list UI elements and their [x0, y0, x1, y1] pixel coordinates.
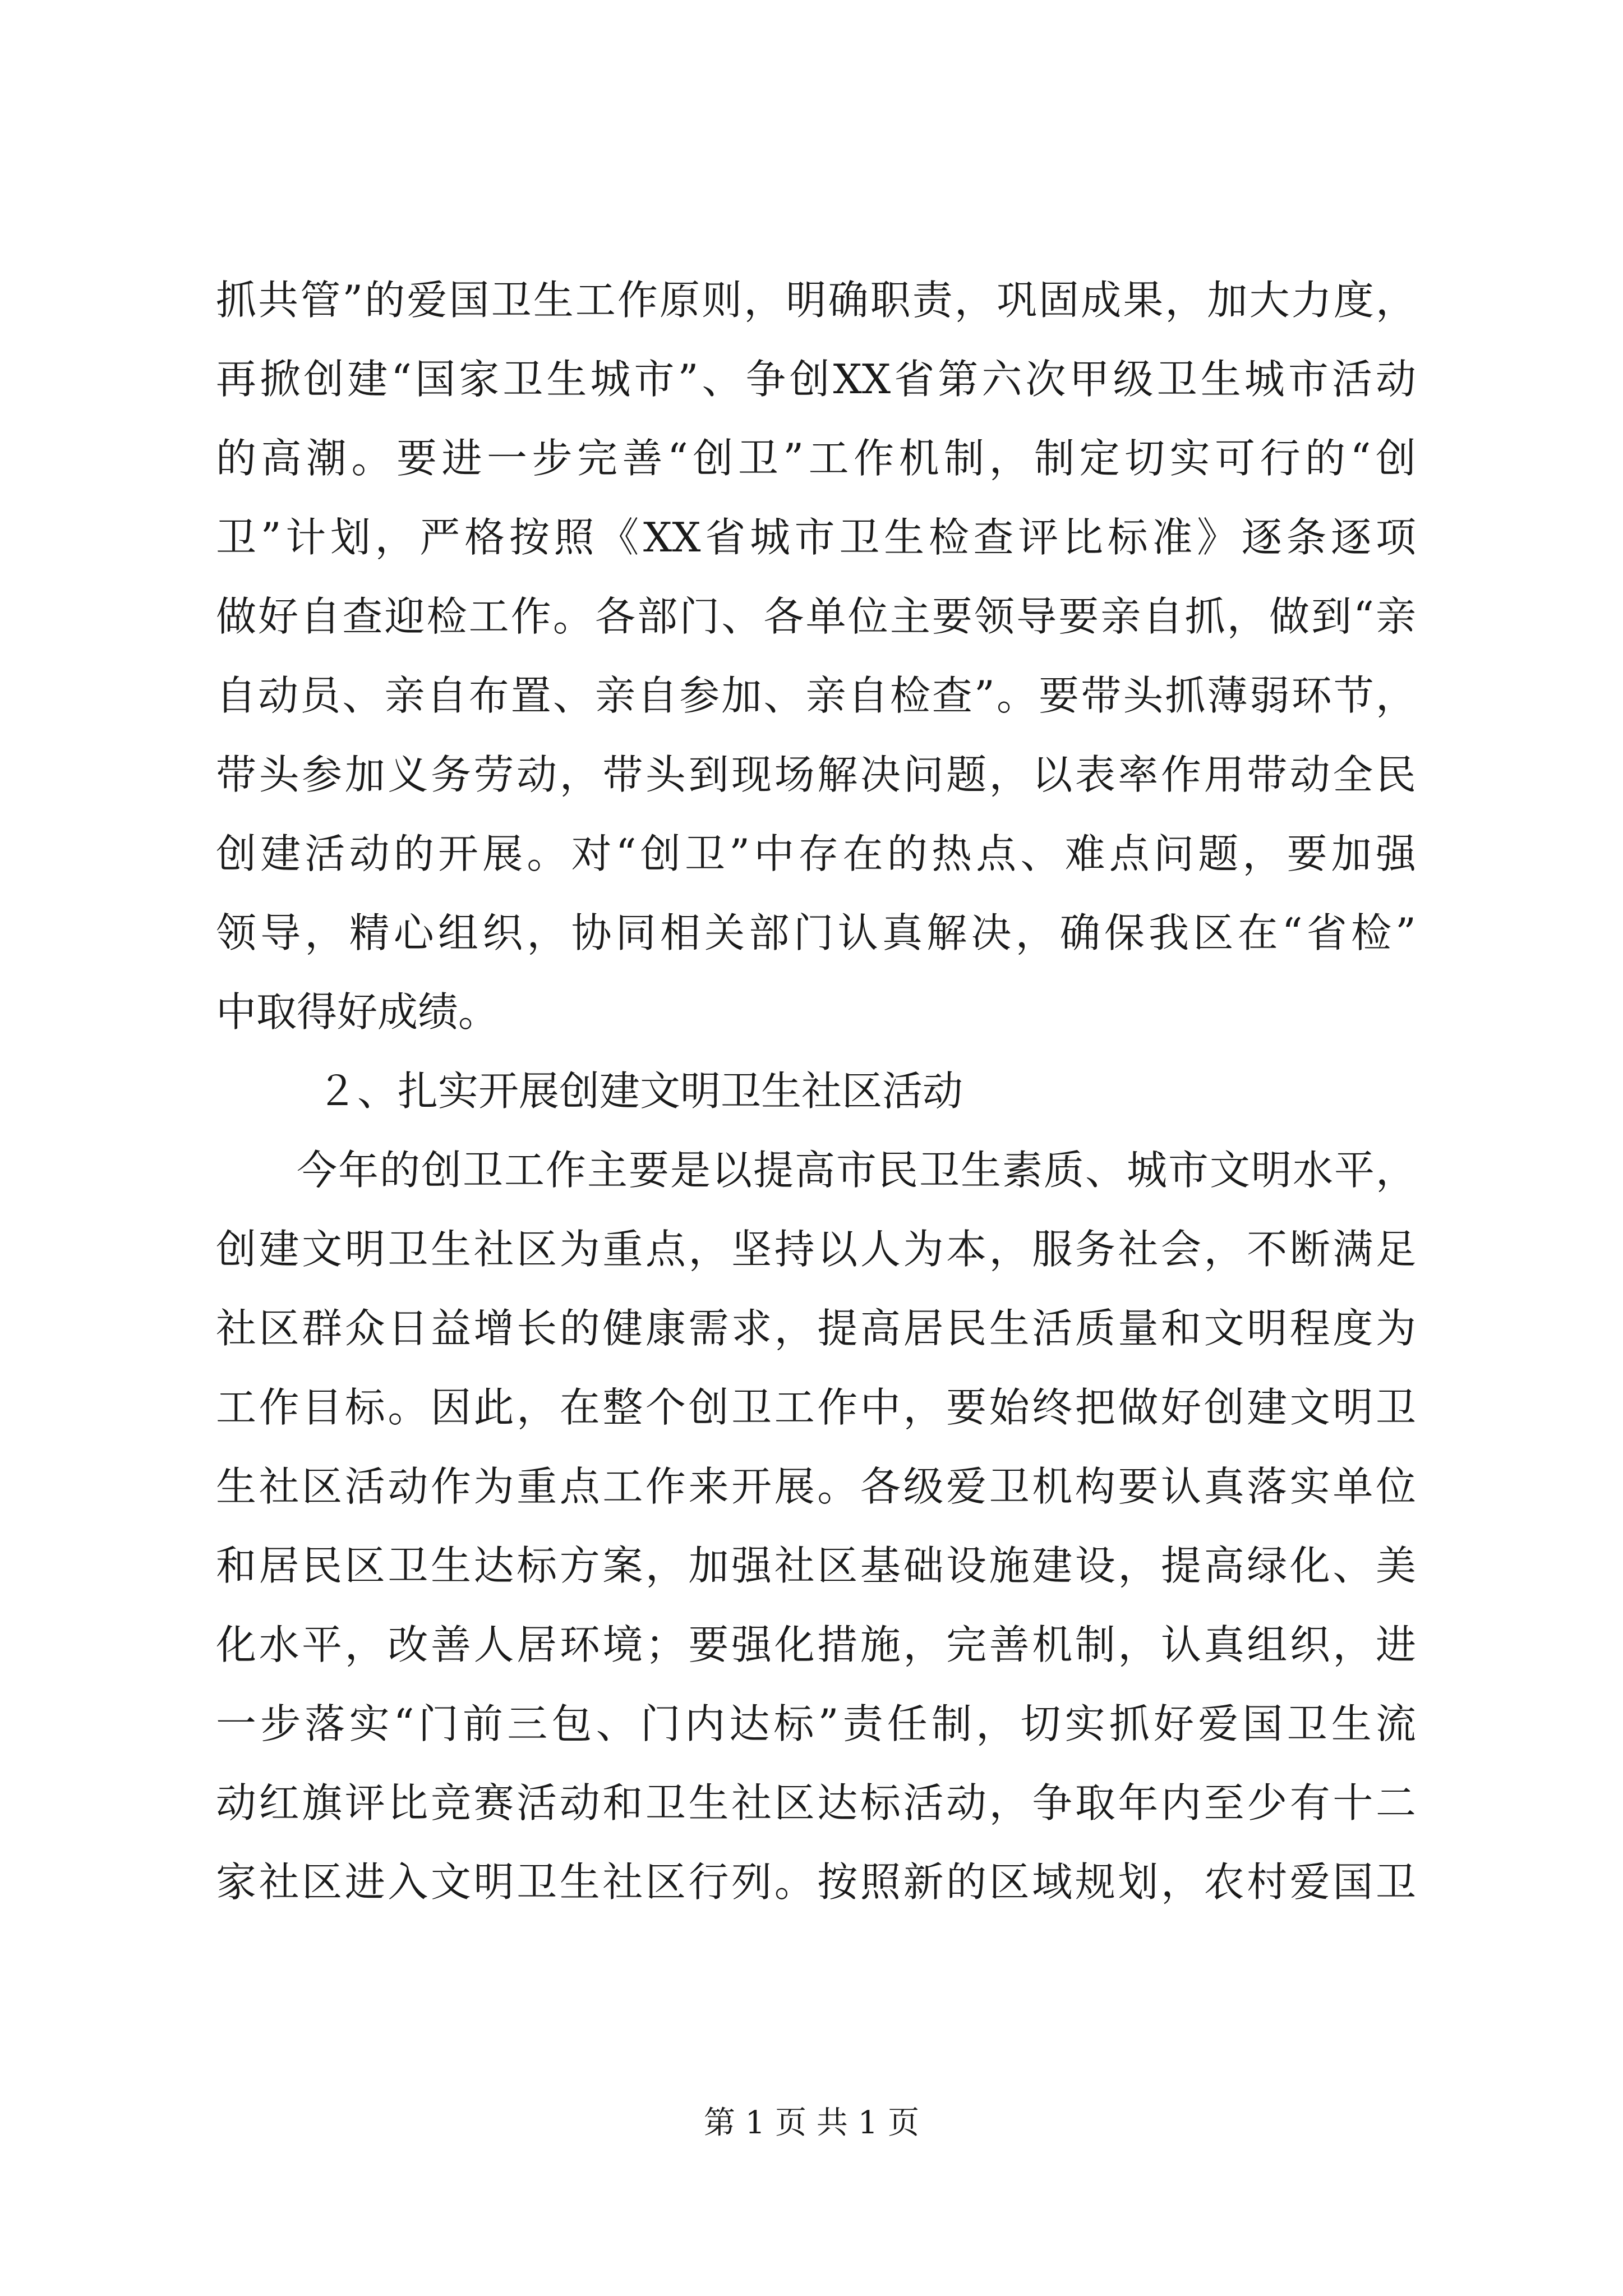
paragraph-line: 卫”计划，严格按照《XX省城市卫生检查评比标准》逐条逐项 [216, 514, 1416, 561]
paragraph-line: 自动员、亲自布置、亲自参加、亲自检查”。要带头抓薄弱环节， [216, 672, 1416, 719]
paragraph-line: 和居民区卫生达标方案，加强社区基础设施建设，提高绿化、美 [216, 1542, 1416, 1589]
paragraph-line: 再掀创建“国家卫生城市”、争创XX省第六次甲级卫生城市活动 [216, 356, 1416, 403]
section-heading: ２、扎实开展创建文明卫生社区活动 [317, 1068, 963, 1115]
paragraph-line: 今年的创卫工作主要是以提高市民卫生素质、城市文明水平， [297, 1147, 1416, 1194]
paragraph-line: 动红旗评比竞赛活动和卫生社区达标活动，争取年内至少有十二 [216, 1779, 1416, 1826]
paragraph-line: 抓共管”的爱国卫生工作原则，明确职责，巩固成果，加大力度， [216, 277, 1416, 324]
document-body [216, 261, 1416, 1922]
paragraph-line: 领导，精心组织，协同相关部门认真解决，确保我区在“省检” [216, 909, 1416, 956]
paragraph-line: 带头参加义务劳动，带头到现场解决问题，以表率作用带动全民 [216, 751, 1416, 798]
paragraph-line: 一步落实“门前三包、门内达标”责任制，切实抓好爱国卫生流 [216, 1700, 1416, 1747]
paragraph-line: 中取得好成绩。 [216, 988, 499, 1036]
paragraph-line: 工作目标。因此，在整个创卫工作中，要始终把做好创建文明卫 [216, 1384, 1416, 1431]
paragraph-line: 家社区进入文明卫生社区行列。按照新的区域规划，农村爱国卫 [216, 1858, 1416, 1906]
paragraph-line: 生社区活动作为重点工作来开展。各级爱卫机构要认真落实单位 [216, 1463, 1416, 1510]
paragraph-line: 的高潮。要进一步完善“创卫”工作机制，制定切实可行的“创 [216, 435, 1416, 482]
paragraph-line: 做好自查迎检工作。各部门、各单位主要领导要亲自抓，做到“亲 [216, 593, 1416, 640]
paragraph-line: 创建文明卫生社区为重点，坚持以人为本，服务社会，不断满足 [216, 1226, 1416, 1273]
page-number-footer: 第 1 页 共 1 页 [703, 2105, 920, 2141]
paragraph-line: 化水平，改善人居环境；要强化措施，完善机制，认真组织，进 [216, 1621, 1416, 1668]
paragraph-line: 社区群众日益增长的健康需求，提高居民生活质量和文明程度为 [216, 1305, 1416, 1352]
paragraph-line: 创建活动的开展。对“创卫”中存在的热点、难点问题，要加强 [216, 830, 1416, 877]
